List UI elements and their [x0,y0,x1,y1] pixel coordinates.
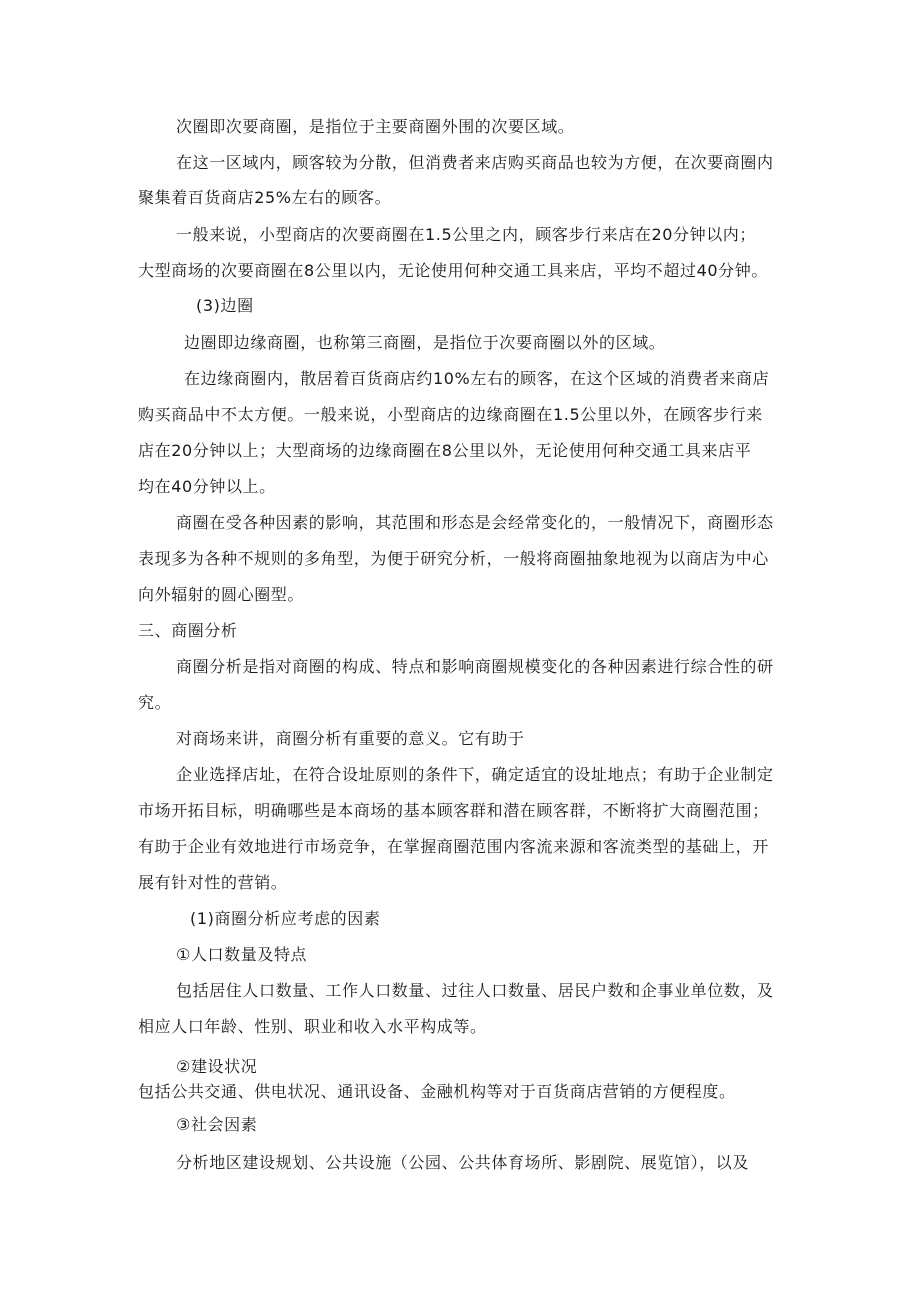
paragraph-shape-line2: 表现多为各种不规则的多角型，为便于研究分析，一般将商圈抽象地视为以商店为中心 [138,549,769,568]
paragraph-secondary-zone-line2: 聚集着百货商店25%左右的顾客。 [138,188,392,207]
paragraph-edge-zone-definition: 边圈即边缘商圈，也称第三商圈，是指位于次要商圈以外的区域。 [184,333,666,352]
heading-population: ①人口数量及特点 [176,945,308,964]
paragraph-distance-line1: 一般来说，小型商店的次要商圈在1.5公里之内，顾客步行来店在20分钟以内； [176,225,757,244]
paragraph-edge-zone-line2: 购买商品中不太方便。一般来说，小型商店的边缘商圈在1.5公里以外，在顾客步行来 [138,405,763,424]
paragraph-significance: 对商场来讲，商圈分析有重要的意义。它有助于 [176,729,525,748]
paragraph-edge-zone-line1: 在边缘商圈内，散居着百货商店约10%左右的顾客，在这个区域的消费者来商店 [184,369,770,388]
paragraph-secondary-zone-line1: 在这一区域内，顾客较为分散，但消费者来店购买商品也较为方便，在次要商圈内 [176,153,774,172]
paragraph-benefits-line3: 有助于企业有效地进行市场竞争，在掌握商圈范围内客流来源和客流类型的基础上，开 [138,837,769,856]
paragraph-distance-line2: 大型商场的次要商圈在8公里以内，无论使用何种交通工具来店，平均不超过40分钟。 [138,261,768,280]
paragraph-secondary-zone-definition: 次圈即次要商圈，是指位于主要商圈外围的次要区域。 [176,117,575,136]
section-heading-trade-area-analysis: 三、商圈分析 [138,621,238,640]
heading-factors: (1)商圈分析应考虑的因素 [190,909,381,928]
paragraph-benefits-line4: 展有针对性的营销。 [138,873,288,892]
heading-social-factors: ③社会因素 [176,1115,258,1134]
paragraph-edge-zone-line3: 店在20分钟以上；大型商场的边缘商圈在8公里以外，无论使用何种交通工具来店平 [138,441,752,460]
paragraph-population-line2: 相应人口年龄、性别、职业和收入水平构成等。 [138,1017,487,1036]
paragraph-social-factors: 分析地区建设规划、公共设施（公园、公共体育场所、影剧院、展览馆），以及 [176,1153,750,1172]
paragraph-analysis-line2: 究。 [138,693,172,712]
paragraph-construction: 包括公共交通、供电状况、通讯设备、金融机构等对于百货商店营销的方便程度。 [138,1082,736,1101]
paragraph-population-line1: 包括居住人口数量、工作人口数量、过往人口数量、居民户数和企事业单位数，及 [176,981,774,1000]
paragraph-benefits-line2: 市场开拓目标，明确哪些是本商场的基本顾客群和潜在顾客群，不断将扩大商圈范围； [138,801,769,820]
paragraph-shape-line1: 商圈在受各种因素的影响，其范围和形态是会经常变化的，一般情况下，商圈形态 [176,513,774,532]
paragraph-shape-line3: 向外辐射的圆心圈型。 [138,585,305,604]
paragraph-analysis-line1: 商圈分析是指对商圈的构成、特点和影响商圈规模变化的各种因素进行综合性的研 [176,657,774,676]
paragraph-benefits-line1: 企业选择店址，在符合设址原则的条件下，确定适宜的设址地点；有助于企业制定 [176,765,774,784]
heading-construction: ②建设状况 [176,1057,258,1076]
paragraph-edge-zone-line4: 均在40分钟以上。 [138,477,276,496]
heading-edge-zone: (3)边圈 [196,296,254,315]
